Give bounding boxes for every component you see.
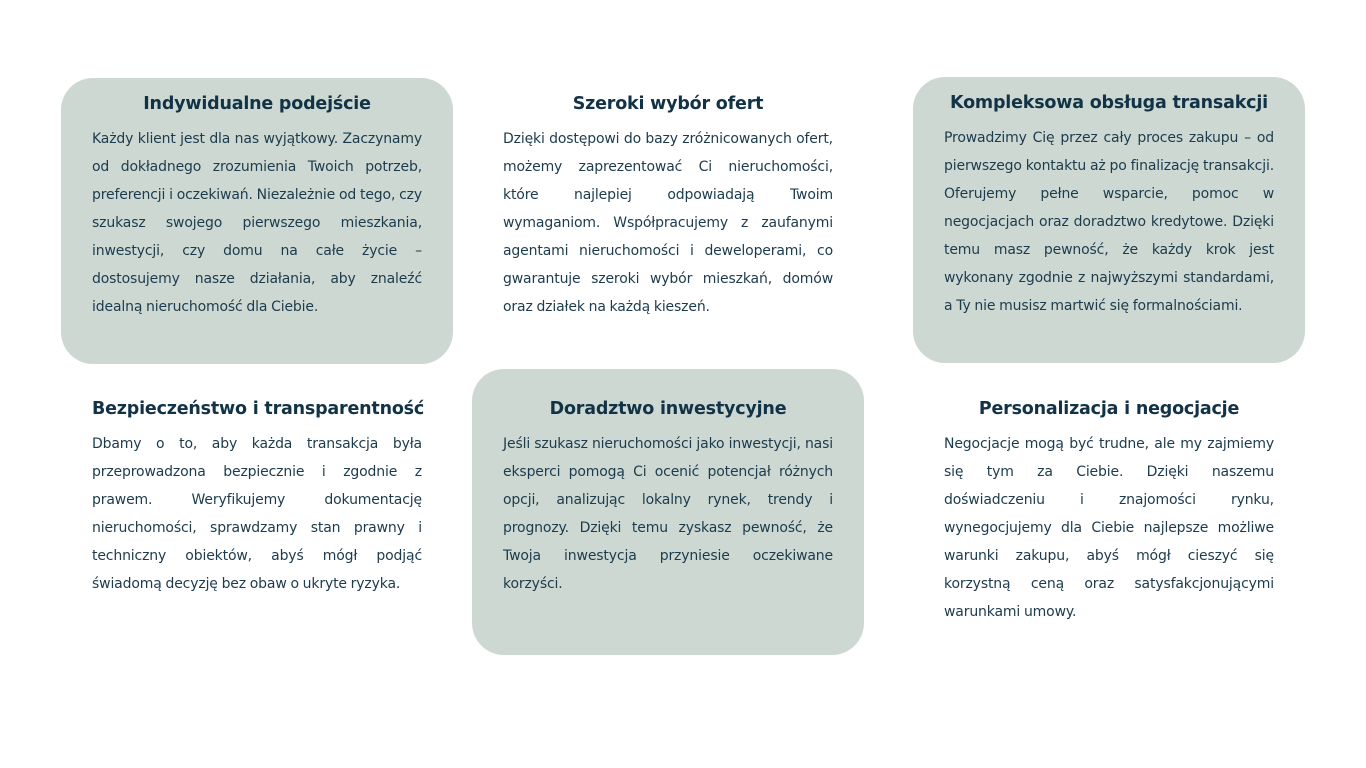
feature-card-security: [61, 383, 453, 669]
feature-title: Szeroki wybór ofert: [572, 94, 764, 114]
feature-title: Personalizacja i negocjacje: [978, 399, 1240, 419]
feature-card-investment-advice: [472, 369, 864, 655]
feature-description: Dzięki dostępowi do bazy zróżnicowanych ofert, możemy zaprezentować Ci nieruchomości, które najlepiej odpowiadają Twoim wymaganiom. Współpracujemy z zaufanymi agentami nieruchomości i deweloperami, co gwarantuje szeroki wybór mieszkań, domów oraz działek na każdą kieszeń.: [503, 131, 833, 315]
feature-description: Jeśli szukasz nieruchomości jako inwestycji, nasi eksperci pomogą Ci ocenić potencjał różnych opcji, analizując lokalny rynek, trendy i prognozy. Dzięki temu zyskasz pewność, że Twoja inwestycja przyniesie oczekiwane korzyści.: [503, 436, 833, 592]
feature-description: Negocjacje mogą być trudne, ale my zajmiemy się tym za Ciebie. Dzięki naszemu doświadczeniu i znajomości rynku, wynegocjujemy dla Ciebie najlepsze możliwe warunki zakupu, abyś mógł cieszyć się korzystną ceną oraz satysfakcjonującymi warunkami umowy.: [944, 436, 1274, 620]
feature-title: Indywidualne podejście: [143, 94, 371, 114]
feature-card-wide-offer: [472, 78, 864, 364]
feature-card-individual-approach: [61, 78, 453, 364]
feature-description: Każdy klient jest dla nas wyjątkowy. Zaczynamy od dokładnego zrozumienia Twoich potrzeb, preferencji i oczekiwań. Niezależnie od tego, czy szukasz swojego pierwszego mieszkania, inwestycji, czy domu na całe życie – dostosujemy nasze działania, aby znaleźć idealną nieruchomość dla Ciebie.: [92, 131, 422, 315]
feature-description: Prowadzimy Cię przez cały proces zakupu – od pierwszego kontaktu aż po finalizację transakcji. Oferujemy pełne wsparcie, pomoc w negocjacjach oraz doradztwo kredytowe. Dzięki temu masz pewność, że każdy krok jest wykonany zgodnie z najwyższymi standardami, a Ty nie musisz martwić się formalnościami.: [944, 130, 1274, 314]
feature-description: Dbamy o to, aby każda transakcja była przeprowadzona bezpiecznie i zgodnie z prawem. Weryfikujemy dokumentację nieruchomości, sprawdzamy stan prawny i techniczny obiektów, abyś mógł podjąć świadomą decyzję bez obaw o ukryte ryzyka.: [92, 436, 422, 592]
feature-title: Doradztwo inwestycyjne: [549, 399, 787, 419]
feature-card-negotiation: [913, 383, 1305, 669]
feature-card-transaction-service: [913, 77, 1305, 363]
feature-title: Kompleksowa obsługa transakcji: [950, 93, 1268, 113]
feature-title: Bezpieczeństwo i transparentność: [92, 399, 425, 419]
